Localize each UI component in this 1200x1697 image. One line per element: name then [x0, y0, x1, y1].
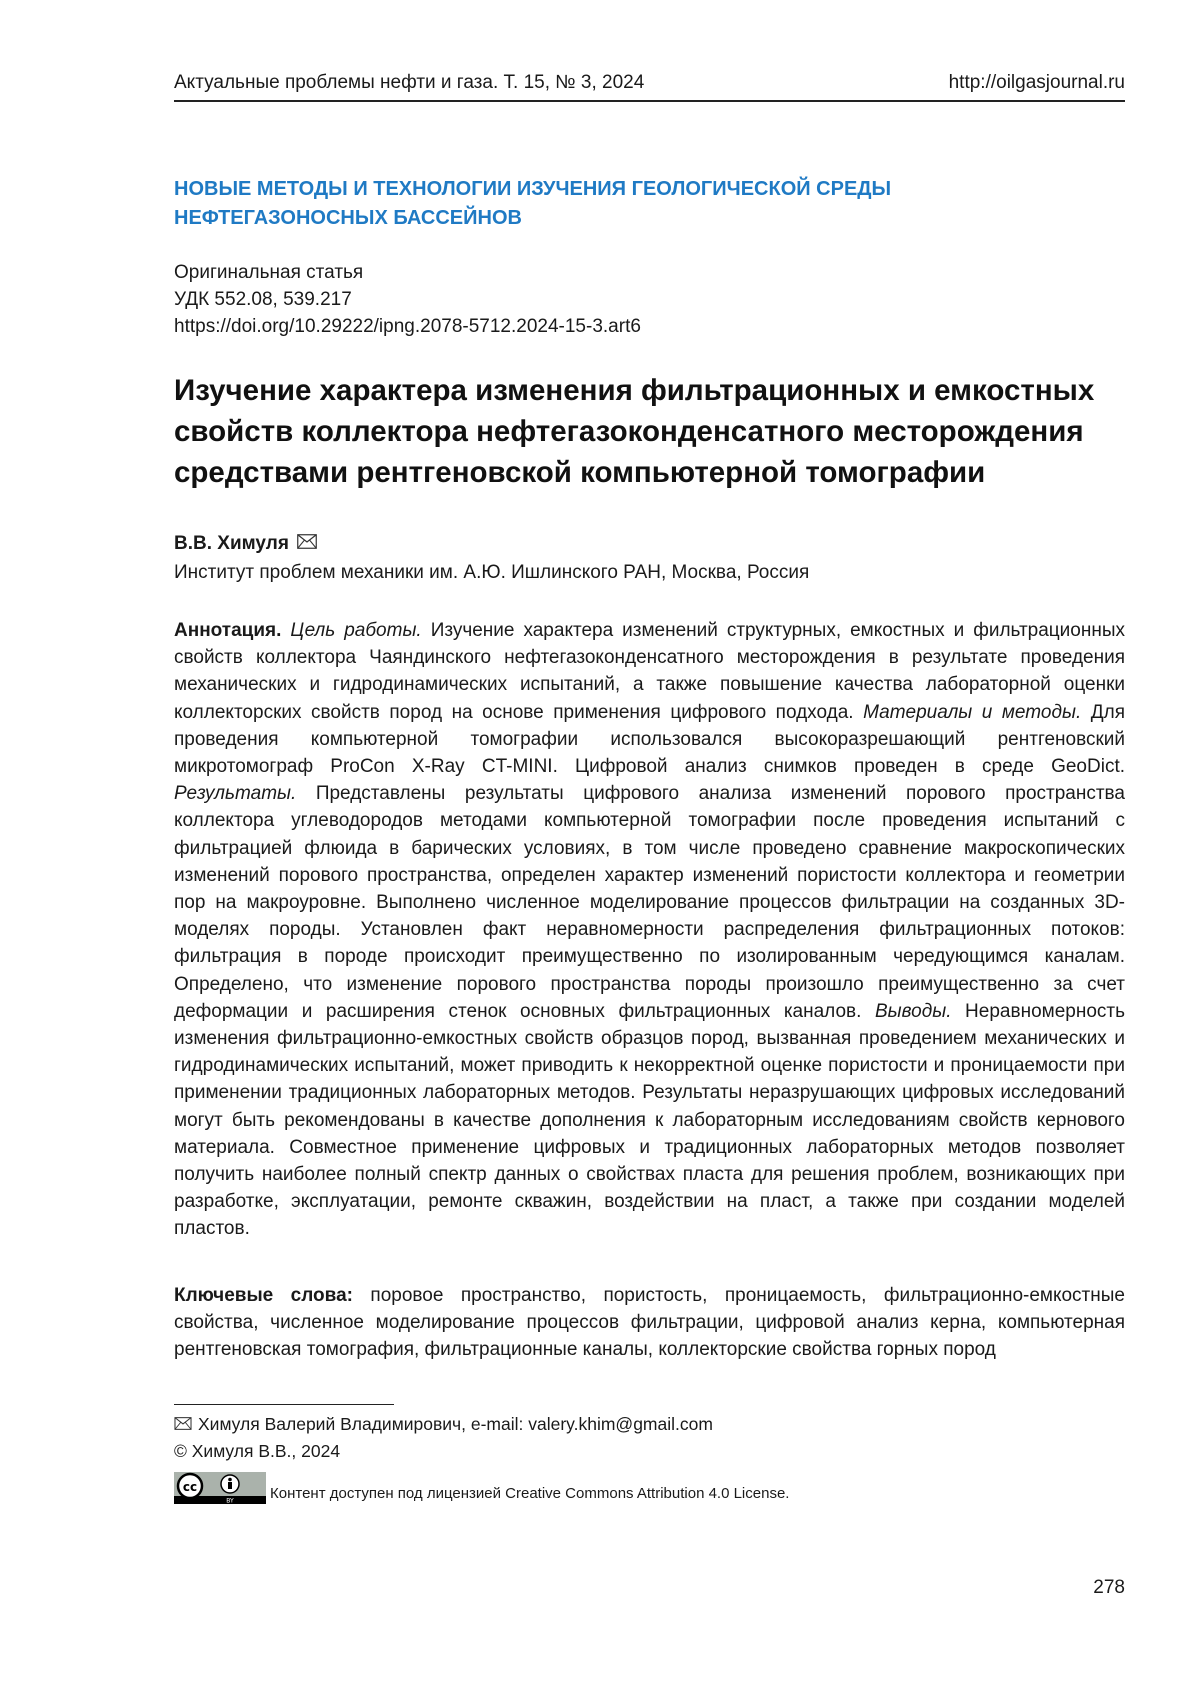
- keywords: [174, 1282, 1125, 1364]
- envelope-icon[interactable]: [297, 533, 317, 555]
- author-name: В.В. Химуля: [174, 533, 289, 554]
- license-line: [174, 1472, 789, 1504]
- page-number: 278: [1093, 1577, 1125, 1598]
- journal-citation: Актуальные проблемы нефти и газа. Т. 15, № 3, 2024: [174, 72, 645, 93]
- abstract-conclusions-label: Выводы.: [875, 1000, 952, 1022]
- footnote-contact: [174, 1414, 713, 1435]
- badge-by-text: BY: [226, 1497, 234, 1504]
- envelope-icon: [174, 1414, 192, 1435]
- abstract-goal-text: Изучение характера изменений структурных, емкостных и фильтрационных свойств коллектора Чаяндинского нефтегазоконденсатного месторождения в результате проведения механических и гидродинамических испытаний, а также повышение качества лабораторной оценки коллекторских свойств пород на основе применения цифрового подхода.: [174, 620, 1125, 723]
- article-type: Оригинальная статья: [174, 262, 364, 283]
- doi-link[interactable]: https://doi.org/10.29222/ipng.2078-5712.2024-15-3.art6: [174, 316, 641, 337]
- section-title-line-1: НОВЫЕ МЕТОДЫ И ТЕХНОЛОГИИ ИЗУЧЕНИЯ ГЕОЛОГИЧЕСКОЙ СРЕДЫ: [174, 178, 892, 200]
- abstract-results-label: Результаты.: [174, 783, 297, 805]
- abstract-goal-label: Цель работы.: [290, 620, 422, 641]
- copyright-line: © Химуля В.В., 2024: [174, 1441, 341, 1461]
- abstract-label: Аннотация.: [174, 620, 282, 641]
- article-title: Изучение характера изменения фильтрационных и емкостных свойств коллектора нефтегазоконденсатного месторождения средствами рентгеновской компьютерной томографии: [174, 374, 1095, 489]
- abstract-results-text: Представлены результаты цифрового анализа изменений порового пространства коллектора углеводородов методами компьютерной томографии после проведения испытаний с фильтрацией флюида в барических условиях, в том числе проведено сравнение макроскопических изменений порового пространства, определен характер изменений пористости коллектора и геометрии пор на макроуровне. Выполнено численное моделирование процессов фильтрации на созданных 3D-моделях породы. Установлен факт неравномерности распределения фильтрационных потоков: фильтрация в породе происходит преимущественно по изолированным чередующимся каналам. Определено, что изменение порового пространства породы произошло преимущественно за счет деформации и расширения стенок основных фильтрационных каналов.: [174, 783, 1125, 1022]
- footnote-email-text: Химуля Валерий Владимирович, e-mail: valery.khim@gmail.com: [198, 1414, 713, 1434]
- section-title-line-2: НЕФТЕГАЗОНОСНЫХ БАССЕЙНОВ: [174, 207, 522, 229]
- section-title: [174, 175, 1125, 233]
- license-text: Контент доступен под лицензией Creative Commons Attribution 4.0 License.: [270, 1485, 790, 1502]
- header-rule: [174, 100, 1125, 102]
- badge-cc-text: cc: [182, 1480, 198, 1494]
- keywords-label: Ключевые слова:: [174, 1285, 353, 1306]
- abstract-conclusions-text: Неравномерность изменения фильтрационно-емкостных свойств образцов пород, вызванная проведением механических и гидродинамических испытаний, может приводить к некорректной оценке пористости и проницаемости при применении традиционных лабораторных методов. Результаты неразрушающих цифровых исследований могут быть рекомендованы в качестве дополнения к лабораторным исследованиям свойств кернового материала. Совместное применение цифровых и традиционных лабораторных методов позволяет получить наиболее полный спектр данных о свойствах пласта для решения проблем, возникающих при разработке, эксплуатации, ремонте скважин, воздействии на пласт, а также при создании моделей пластов.: [174, 1000, 1125, 1240]
- cc-by-badge[interactable]: [174, 1472, 266, 1504]
- running-header: [174, 72, 1125, 94]
- keywords-text: поровое пространство, пористость, проницаемость, фильтрационно-емкостные свойства, численное моделирование процессов фильтрации, цифровой анализ керна, компьютерная рентгеновская томография, фильтрационные каналы, коллекторские свойства горных пород: [174, 1285, 1125, 1361]
- udc-code: УДК 552.08, 539.217: [174, 289, 352, 310]
- article-meta: [174, 259, 641, 340]
- abstract: [174, 617, 1125, 1243]
- journal-url[interactable]: http://oilgasjournal.ru: [948, 72, 1125, 93]
- abstract-methods-text: Для проведения компьютерной томографии использовался высокоразрешающий рентгеновский микротомограф ProCon X-Ray CT-MINI. Цифровой анализ снимков проведен в среде GeoDict.: [174, 701, 1126, 778]
- author-affiliation: Институт проблем механики им. А.Ю. Ишлинского РАН, Москва, Россия: [174, 562, 810, 583]
- author-line: [174, 533, 317, 555]
- abstract-methods-label: Материалы и методы.: [863, 701, 1082, 723]
- footnote-rule: [174, 1404, 394, 1405]
